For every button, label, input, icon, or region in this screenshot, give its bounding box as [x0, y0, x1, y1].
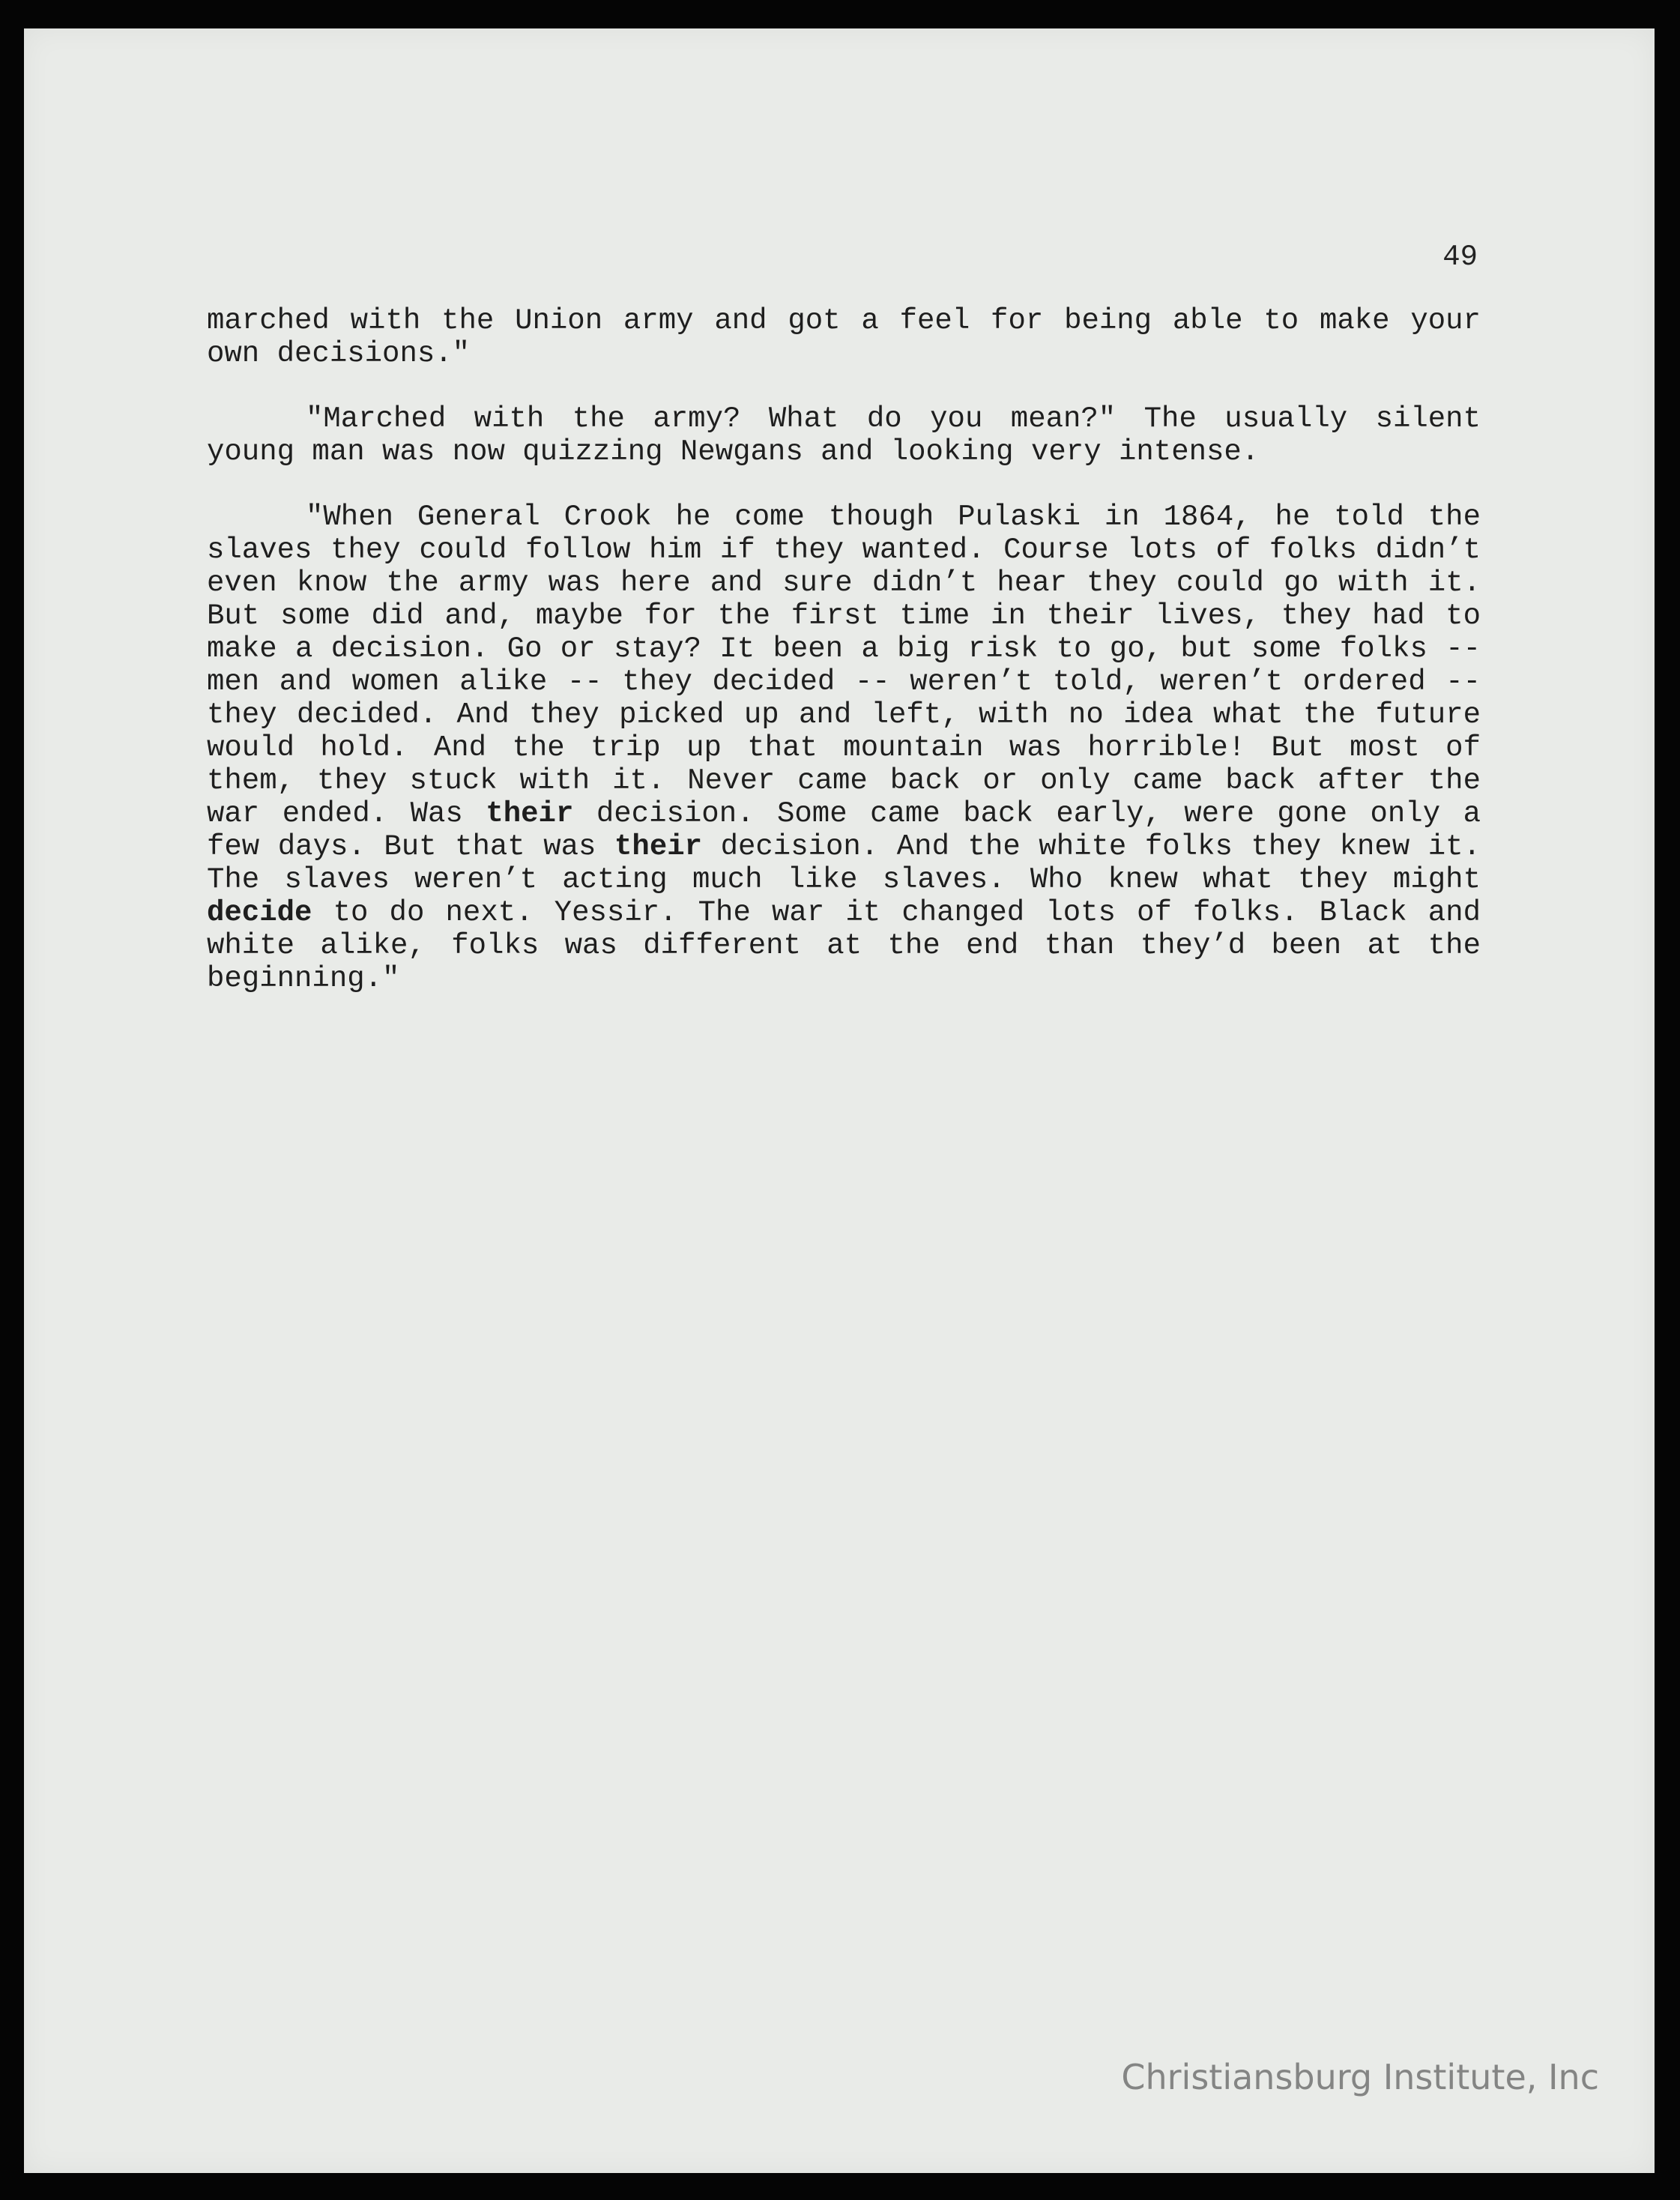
- paragraph-text: "When General Crook he come though Pulaski in 1864, he told the slaves they could follow him if they wanted. Course lots of folks didn’t even know the army was here and sure didn’t hear they could go with it. But some did and, maybe for the first time in their lives, they had to make a decision. Go or stay? It been a big risk to go, but some folks -- men and women alike -- they decided -- weren’t told, weren’t ordered -- they decided. And they picked up and left, with no idea what the future would hold. And the trip up that mountain was horrible! But most of them, they stuck with it. Never came back or only came back after the war ended. Was: [207, 501, 1481, 830]
- page-number: 49: [1442, 241, 1478, 274]
- paragraph-text: "Marched with the army? What do you mean?" The usually silent young man was now quizzing Newgans and looking very intense.: [207, 402, 1481, 468]
- body-paragraph: [207, 402, 1481, 468]
- document-body: [207, 304, 1481, 1027]
- paragraph-text: decision. And the white folks they knew it. The slaves weren’t acting much like slaves. Who knew what they might: [207, 830, 1481, 896]
- emphasized-word: their: [486, 797, 574, 830]
- body-paragraph: [207, 501, 1481, 995]
- watermark-text: Christiansburg Institute, Inc: [1121, 2057, 1599, 2097]
- body-paragraph: [207, 304, 1481, 370]
- emphasized-word: their: [614, 830, 703, 863]
- emphasized-word: decide: [207, 896, 312, 929]
- paper-sheet: [24, 28, 1655, 2173]
- paragraph-text: decision. Some came back early, were gone only a few days. But that was: [207, 797, 1481, 863]
- paragraph-text: to do next. Yessir. The war it changed lots of folks. Black and white alike, folks was different at the end than they’d been at the beginning.": [207, 896, 1481, 995]
- paragraph-text: marched with the Union army and got a feel for being able to make your own decisions.": [207, 304, 1481, 370]
